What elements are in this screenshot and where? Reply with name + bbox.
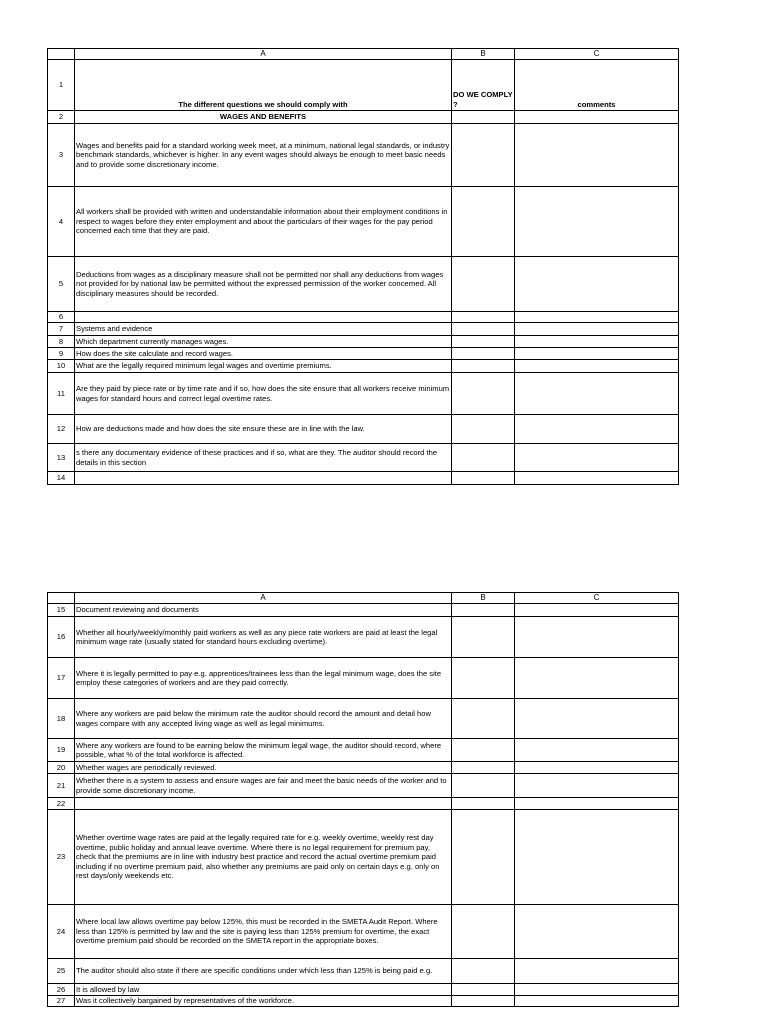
comply-cell[interactable]: [452, 996, 515, 1007]
table-row: [48, 111, 679, 124]
table-row: [48, 762, 679, 774]
question-cell[interactable]: It is allowed by law: [75, 984, 452, 996]
table-row: [48, 312, 679, 323]
comments-cell[interactable]: [515, 699, 679, 739]
row-number[interactable]: 20: [48, 762, 75, 774]
question-cell[interactable]: Whether wages are periodically reviewed.: [75, 762, 452, 774]
question-cell[interactable]: How does the site calculate and record wages.: [75, 348, 452, 360]
row-number[interactable]: 24: [48, 905, 75, 959]
row-number[interactable]: 7: [48, 323, 75, 336]
comments-cell[interactable]: [515, 257, 679, 312]
table-row: [48, 187, 679, 257]
corner-cell: [48, 593, 75, 604]
corner-cell: [48, 49, 75, 60]
comments-cell[interactable]: [515, 959, 679, 984]
table-row: [48, 323, 679, 336]
row-number[interactable]: 21: [48, 774, 75, 798]
column-header-c[interactable]: C: [515, 49, 679, 60]
table-row: [48, 658, 679, 699]
row-number[interactable]: 12: [48, 415, 75, 444]
question-cell[interactable]: [75, 472, 452, 485]
row-number[interactable]: 5: [48, 257, 75, 312]
question-cell[interactable]: [75, 312, 452, 323]
table-row: [48, 604, 679, 617]
comply-cell[interactable]: [452, 415, 515, 444]
question-cell[interactable]: Where it is legally permitted to pay e.g. apprentices/trainees less than the legal minimum wage, does the site employ these categories of workers and are they paid correctly.: [75, 658, 452, 699]
row-number[interactable]: 2: [48, 111, 75, 124]
column-header-a[interactable]: A: [75, 49, 452, 60]
comments-cell[interactable]: [515, 798, 679, 810]
row-number[interactable]: 25: [48, 959, 75, 984]
do-we-comply-header[interactable]: DO WE COMPLY ?: [452, 60, 515, 111]
column-header-row: [48, 593, 679, 604]
row-number[interactable]: 22: [48, 798, 75, 810]
comply-cell[interactable]: [452, 604, 515, 617]
question-cell[interactable]: [75, 798, 452, 810]
row-number[interactable]: 16: [48, 617, 75, 658]
comply-cell[interactable]: [452, 336, 515, 348]
table-row: [48, 996, 679, 1007]
comply-cell[interactable]: [452, 444, 515, 472]
question-cell[interactable]: Wages and benefits paid for a standard working week meet, at a minimum, national legal standards, or industry benchmark standards, whichever is higher. In any event wages should always be enough to meet basic needs and to provide some discretionary income.: [75, 124, 452, 187]
row-number[interactable]: 26: [48, 984, 75, 996]
row-number[interactable]: 4: [48, 187, 75, 257]
comments-cell[interactable]: [515, 323, 679, 336]
comply-cell[interactable]: [452, 360, 515, 373]
comments-cell[interactable]: [515, 124, 679, 187]
comments-cell[interactable]: [515, 739, 679, 762]
table-row: [48, 810, 679, 905]
row-number[interactable]: 19: [48, 739, 75, 762]
comply-cell[interactable]: [452, 905, 515, 959]
comply-cell[interactable]: [452, 373, 515, 415]
comply-cell[interactable]: [452, 124, 515, 187]
spreadsheet-table-2: [47, 592, 679, 1007]
table-row: [48, 959, 679, 984]
comments-cell[interactable]: [515, 984, 679, 996]
question-cell[interactable]: Whether overtime wage rates are paid at the legally required rate for e.g. weekly overtime, weekly rest day overtime, public holiday and annual leave overtime. Where there is no legal requirement for premium pay, check that the premiums are in line with industry best practice and record the actual overtime premium paid including if no overtime premium paid, also whether any premiums are paid only on certain days e.g. only on rest days/only weekends etc.: [75, 810, 452, 905]
question-cell[interactable]: Deductions from wages as a disciplinary measure shall not be permitted nor shall any deductions from wages not provided for by national law be permitted without the expressed permission of the worker concerned. All disciplinary measures should be recorded.: [75, 257, 452, 312]
row-number[interactable]: 11: [48, 373, 75, 415]
table-row: [48, 60, 679, 111]
question-cell[interactable]: Systems and evidence: [75, 323, 452, 336]
comments-header[interactable]: comments: [515, 60, 679, 111]
question-cell[interactable]: All workers shall be provided with written and understandable information about their employment conditions in respect to wages before they enter employment and about the particulars of their wages for the pay period concerned each time that they are paid.: [75, 187, 452, 257]
comply-cell[interactable]: [452, 810, 515, 905]
comments-cell[interactable]: [515, 415, 679, 444]
question-cell[interactable]: What are the legally required minimum legal wages and overtime premiums.: [75, 360, 452, 373]
table-row: [48, 905, 679, 959]
row-number[interactable]: 15: [48, 604, 75, 617]
row-number[interactable]: 13: [48, 444, 75, 472]
table-row: [48, 444, 679, 472]
comments-cell[interactable]: [515, 336, 679, 348]
row-number[interactable]: 6: [48, 312, 75, 323]
question-cell[interactable]: How are deductions made and how does the site ensure these are in line with the law.: [75, 415, 452, 444]
table-row: [48, 373, 679, 415]
question-cell[interactable]: Was it collectively bargained by representatives of the workforce.: [75, 996, 452, 1007]
comply-cell[interactable]: [452, 472, 515, 485]
row-number[interactable]: 3: [48, 124, 75, 187]
comments-cell[interactable]: [515, 373, 679, 415]
comply-cell[interactable]: [452, 699, 515, 739]
table-row: [48, 336, 679, 348]
checklist-title[interactable]: The different questions we should comply with: [75, 60, 452, 111]
comply-cell[interactable]: [452, 959, 515, 984]
comply-cell[interactable]: [452, 739, 515, 762]
comply-cell[interactable]: [452, 111, 515, 124]
comply-cell[interactable]: [452, 658, 515, 699]
row-number[interactable]: 1: [48, 60, 75, 111]
row-number[interactable]: 10: [48, 360, 75, 373]
table-row: [48, 984, 679, 996]
comply-cell[interactable]: [452, 984, 515, 996]
comments-cell[interactable]: [515, 996, 679, 1007]
comments-cell[interactable]: [515, 187, 679, 257]
table-row: [48, 257, 679, 312]
spreadsheet-table-1: [47, 48, 679, 485]
question-cell[interactable]: The auditor should also state if there are specific conditions under which less than 125% is being paid e.g.: [75, 959, 452, 984]
question-cell[interactable]: Where local law allows overtime pay below 125%, this must be recorded in the SMETA Audit Report. Where less than 125% is permitted by law and the site is paying less than 125% premium for overtime, the exact overtime premium paid should be recorded on the SMETA report in the appropriate boxes.: [75, 905, 452, 959]
comments-cell[interactable]: [515, 617, 679, 658]
table-row: [48, 798, 679, 810]
column-header-b[interactable]: B: [452, 49, 515, 60]
comply-cell[interactable]: [452, 617, 515, 658]
comply-cell[interactable]: [452, 312, 515, 323]
question-cell[interactable]: Where any workers are found to be earning below the minimum legal wage, the auditor should record, where possible, what % of the total workforce is affected.: [75, 739, 452, 762]
table-row: [48, 360, 679, 373]
row-number[interactable]: 9: [48, 348, 75, 360]
question-cell[interactable]: Where any workers are paid below the minimum rate the auditor should record the amount and detail how wages compare with any accepted living wage as well as legal minimums.: [75, 699, 452, 739]
comply-cell[interactable]: [452, 774, 515, 798]
comply-cell[interactable]: [452, 323, 515, 336]
comply-cell[interactable]: [452, 257, 515, 312]
column-header-c[interactable]: C: [515, 593, 679, 604]
comments-cell[interactable]: [515, 810, 679, 905]
comments-cell[interactable]: [515, 762, 679, 774]
comments-cell[interactable]: [515, 444, 679, 472]
comply-cell[interactable]: [452, 798, 515, 810]
comply-cell[interactable]: [452, 187, 515, 257]
comments-cell[interactable]: [515, 905, 679, 959]
question-cell[interactable]: WAGES AND BENEFITS: [75, 111, 452, 124]
question-cell[interactable]: Whether there is a system to assess and ensure wages are fair and meet the basic needs of the worker and to provide some discretionary income.: [75, 774, 452, 798]
comments-cell[interactable]: [515, 312, 679, 323]
table-row: [48, 415, 679, 444]
column-header-row: [48, 49, 679, 60]
column-header-b[interactable]: B: [452, 593, 515, 604]
comments-cell[interactable]: [515, 111, 679, 124]
question-cell[interactable]: Whether all hourly/weekly/monthly paid workers as well as any piece rate workers are paid at least the legal minimum wage rate (usually stated for standard hours excluding overtime).: [75, 617, 452, 658]
table-row: [48, 774, 679, 798]
comments-cell[interactable]: [515, 472, 679, 485]
question-cell[interactable]: Are they paid by piece rate or by time rate and if so, how does the site ensure that all workers receive minimum wages for standard hours and correct legal overtime rates.: [75, 373, 452, 415]
comments-cell[interactable]: [515, 604, 679, 617]
row-number[interactable]: 14: [48, 472, 75, 485]
row-number[interactable]: 17: [48, 658, 75, 699]
table-row: [48, 617, 679, 658]
table-row: [48, 739, 679, 762]
table-row: [48, 472, 679, 485]
table-row: [48, 348, 679, 360]
comments-cell[interactable]: [515, 348, 679, 360]
column-header-a[interactable]: A: [75, 593, 452, 604]
question-cell[interactable]: Document reviewing and documents: [75, 604, 452, 617]
table-row: [48, 124, 679, 187]
comments-cell[interactable]: [515, 658, 679, 699]
comply-cell[interactable]: [452, 762, 515, 774]
question-cell[interactable]: s there any documentary evidence of these practices and if so, what are they. The auditor should record the details in this section: [75, 444, 452, 472]
comments-cell[interactable]: [515, 360, 679, 373]
row-number[interactable]: 27: [48, 996, 75, 1007]
table-row: [48, 699, 679, 739]
row-number[interactable]: 18: [48, 699, 75, 739]
row-number[interactable]: 23: [48, 810, 75, 905]
comply-cell[interactable]: [452, 348, 515, 360]
row-number[interactable]: 8: [48, 336, 75, 348]
question-cell[interactable]: Which department currently manages wages.: [75, 336, 452, 348]
comments-cell[interactable]: [515, 774, 679, 798]
